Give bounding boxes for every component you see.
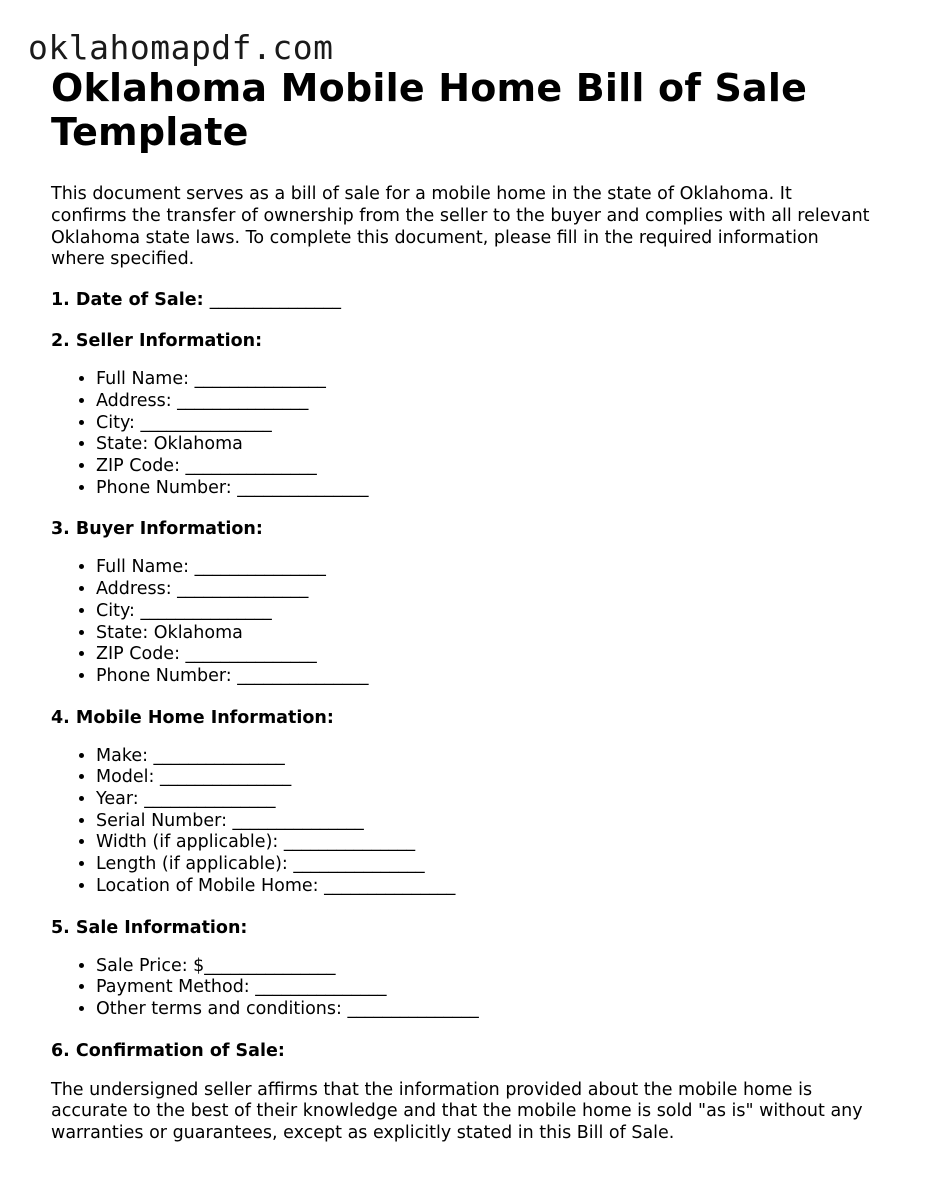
- mobile-home-model: • Model: _______________: [96, 767, 871, 789]
- date-of-sale-label: 1. Date of Sale:: [51, 290, 204, 311]
- sale-price: • Sale Price: $_______________: [96, 956, 871, 978]
- mobile-home-heading: 4. Mobile Home Information:: [51, 707, 334, 728]
- document-page: [51, 66, 871, 1145]
- seller-city: • City: _______________: [96, 413, 871, 435]
- mobile-home-year: • Year: _______________: [96, 789, 871, 811]
- seller-zip: • ZIP Code: _______________: [96, 456, 871, 478]
- seller-phone: • Phone Number: _______________: [96, 478, 871, 500]
- seller-full-name: • Full Name: _______________: [96, 369, 871, 391]
- date-of-sale-blank: _______________: [209, 290, 341, 311]
- buyer-city: • City: _______________: [96, 601, 871, 623]
- mobile-home-list: [51, 746, 871, 898]
- sale-other-terms: • Other terms and conditions: _______________: [96, 999, 871, 1021]
- date-of-sale-line: [51, 289, 871, 311]
- buyer-heading: 3. Buyer Information:: [51, 519, 263, 540]
- buyer-full-name: • Full Name: _______________: [96, 557, 871, 579]
- mobile-home-make: • Make: _______________: [96, 746, 871, 768]
- mobile-home-width: • Width (if applicable): _______________: [96, 832, 871, 854]
- intro-paragraph: This document serves as a bill of sale for a mobile home in the state of Oklahoma. It confirms the transfer of ownership from the seller to the buyer and complies with all relevant Oklahoma state laws. To complete this document, please fill in the required information where specified.: [51, 184, 870, 270]
- sale-list: [51, 956, 871, 1021]
- buyer-state: • State: Oklahoma: [96, 623, 871, 645]
- seller-list: [51, 369, 871, 499]
- sale-heading: 5. Sale Information:: [51, 917, 248, 938]
- sale-payment-method: • Payment Method: _______________: [96, 977, 871, 999]
- buyer-list: [51, 557, 871, 687]
- confirmation-paragraph: The undersigned seller affirms that the information provided about the mobile home is accurate to the best of their knowledge and that the mobile home is sold "as is" without any warranties or guarantees, except as explicitly stated in this Bill of Sale.: [51, 1079, 863, 1144]
- mobile-home-length: • Length (if applicable): _______________: [96, 854, 871, 876]
- seller-heading: 2. Seller Information:: [51, 331, 263, 352]
- buyer-zip: • ZIP Code: _______________: [96, 644, 871, 666]
- document-title: Oklahoma Mobile Home Bill of Sale Template: [51, 66, 808, 154]
- site-watermark: oklahomapdf.com: [28, 28, 334, 67]
- buyer-address: • Address: _______________: [96, 579, 871, 601]
- seller-state: • State: Oklahoma: [96, 434, 871, 456]
- mobile-home-serial: • Serial Number: _______________: [96, 811, 871, 833]
- buyer-phone: • Phone Number: _______________: [96, 666, 871, 688]
- mobile-home-location: • Location of Mobile Home: _______________: [96, 876, 871, 898]
- seller-address: • Address: _______________: [96, 391, 871, 413]
- confirmation-heading: 6. Confirmation of Sale:: [51, 1040, 285, 1061]
